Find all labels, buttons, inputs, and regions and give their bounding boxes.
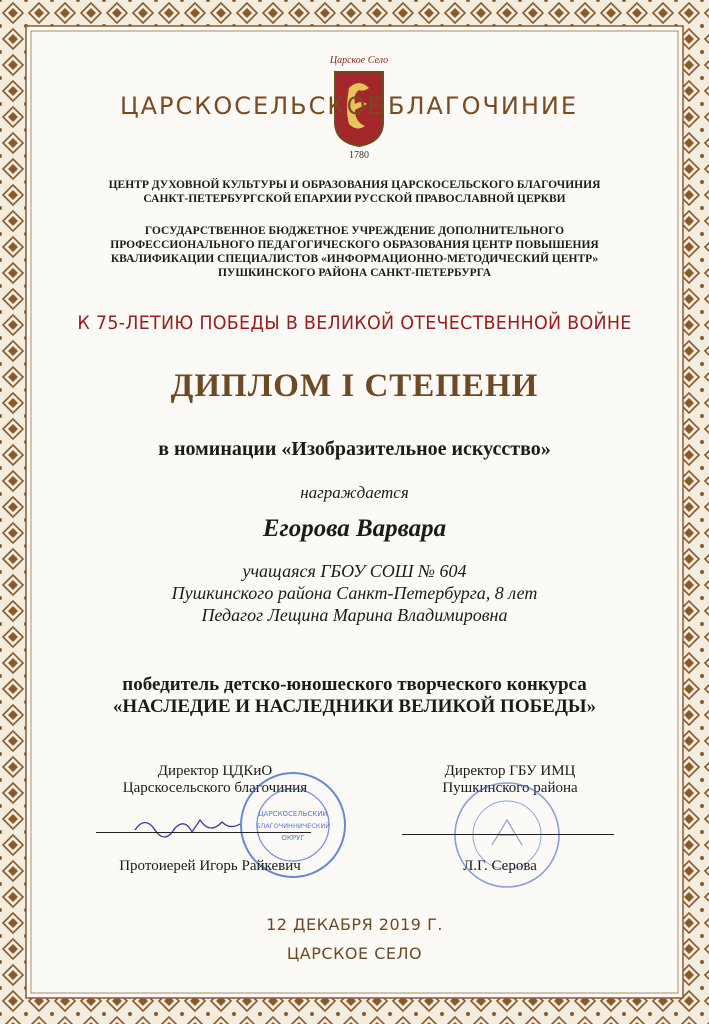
stamp-text-3: ОКРУГ: [281, 834, 305, 842]
diploma-title: ДИПЛОМ I СТЕПЕНИ: [170, 368, 539, 404]
awarded-label: награждается: [300, 483, 409, 502]
org2-line3: КВАЛИФИКАЦИИ СПЕЦИАЛИСТОВ «ИНФОРМАЦИОННО-МЕТОДИЧЕСКИЙ ЦЕНТР»: [110, 253, 599, 265]
organization-1: [0, 178, 709, 206]
org2-line1: ГОСУДАРСТВЕННОЕ БЮДЖЕТНОЕ УЧРЕЖДЕНИЕ ДОПОЛНИТЕЛЬНОГО: [144, 225, 565, 237]
org1-line2: САНКТ-ПЕТЕРБУРГСКОЙ ЕПАРХИИ РУССКОЙ ПРАВОСЛАВНОЙ ЦЕРКВИ: [143, 193, 566, 205]
right-signature-line: [402, 834, 614, 835]
org1-line1: ЦЕНТР ДУХОВНОЙ КУЛЬТУРЫ И ОБРАЗОВАНИЯ ЦАРСКОСЕЛЬСКОГО БЛАГОЧИНИЯ: [108, 179, 601, 191]
org2-line2: ПРОФЕССИОНАЛЬНОГО ПЕДАГОГИЧЕСКОГО ОБРАЗОВАНИЯ ЦЕНТР ПОВЫШЕНИЯ: [110, 239, 599, 251]
organization-2: [0, 224, 709, 280]
logo-left-word: ЦАРСКОСЕЛЬСКОЕ: [120, 92, 385, 120]
left-title-line1: Директор ЦДКиО: [157, 763, 273, 779]
nomination: в номинации «Изобразительное искусство»: [158, 438, 551, 460]
stamp-text-2: БЛАГОЧИННИЧЕСКИЙ: [255, 822, 331, 830]
stamp-text-1: ЦАРСКОСЕЛЬСКИЙ: [258, 810, 328, 818]
detail-school: учащаяся ГБОУ СОШ № 604: [242, 561, 467, 581]
left-signature-line: [96, 832, 311, 833]
recipient-details: [0, 560, 709, 626]
winner-line1: победитель детско-юношеского творческого конкурса: [122, 674, 587, 695]
right-title-line2: Пушкинского района: [442, 780, 578, 796]
left-handwritten-signature: [130, 810, 260, 840]
emblem-caption: Царское Село: [329, 55, 389, 66]
recipient-name: Егорова Варвара: [262, 515, 447, 542]
org2-line4: ПУШКИНСКОГО РАЙОНА САНКТ-ПЕТЕРБУРГА: [217, 267, 492, 279]
right-title-line1: Директор ГБУ ИМЦ: [444, 763, 576, 779]
left-signatory-name: Протоиерей Игорь Райкевич: [119, 858, 301, 874]
anniversary-title: К 75-ЛЕТИЮ ПОБЕДЫ В ВЕЛИКОЙ ОТЕЧЕСТВЕННОЙ ВОЙНЕ: [77, 312, 632, 334]
detail-teacher: Педагог Лещина Марина Владимировна: [201, 605, 508, 625]
issue-place: ЦАРСКОЕ СЕЛО: [286, 944, 423, 963]
issue-date: 12 ДЕКАБРЯ 2019 Г.: [266, 915, 443, 934]
detail-district: Пушкинского района Санкт-Петербурга, 8 лет: [171, 583, 538, 603]
winner-line2: «НАСЛЕДИЕ И НАСЛЕДНИКИ ВЕЛИКОЙ ПОБЕДЫ»: [112, 696, 597, 717]
logo-right-word: БЛАГОЧИНИЕ: [388, 92, 579, 120]
winner-statement: [0, 674, 709, 718]
emblem-year: 1780: [349, 150, 369, 161]
left-title-line2: Царскосельского благочиния: [122, 780, 308, 796]
right-signatory-name: Л.Г. Серова: [463, 858, 537, 874]
